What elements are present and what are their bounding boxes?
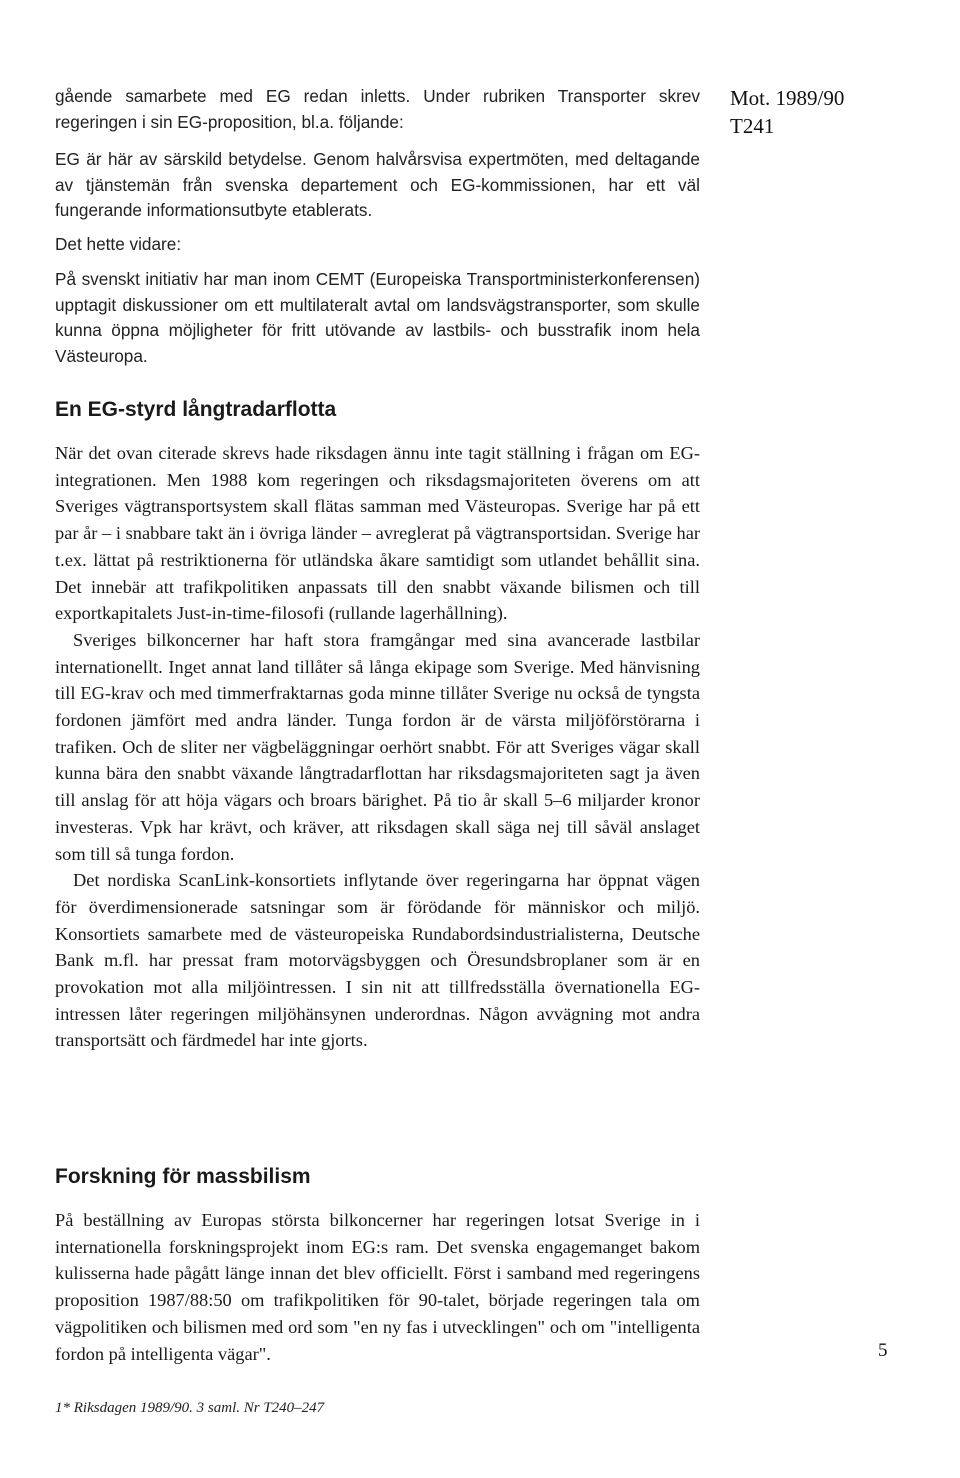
quote-paragraph-2: På svenskt initiativ har man inom CEMT (Europeiska Transportministerkonferensen) upptagit diskussioner om ett multilateralt avtal om landsvägstransporter, som skulle kunna öppna möjligheter för fritt utövande av lastbils- och busstrafik inom hela Västeuropa. xyxy=(55,269,700,366)
intro-paragraph: gående samarbete med EG redan inletts. Under rubriken Transporter skrev regeringen i sin EG-proposition, bl.a. följande: xyxy=(55,86,700,132)
motion-year: Mot. 1989/90 xyxy=(730,86,845,110)
section-heading-research: Forskning för massbilism xyxy=(55,1165,311,1188)
quote-intro-block xyxy=(55,232,700,258)
motion-number: T241 xyxy=(730,114,775,138)
section-1-body xyxy=(55,440,700,1054)
section-1-paragraph-2: Sveriges bilkoncerner har haft stora framgångar med sina avancerade lastbilar internationellt. Inget annat land tillåter så långa ekipage som Sverige. Med hänvisning till EG-krav och med timmerfraktarnas goda minne tillåter Sverige nu också de tyngsta fordonen jämfört med andra länder. Tunga fordon är de värsta miljöförstörarna i trafiken. Och de sliter ner vägbeläggningar oerhört snabbt. För att Sveriges vägar skall kunna bära den snabbt växande långtradarflottan har riksdagsmajoriteten sagt ja även till anslag för att höja vägars och broars bärighet. På tio år skall 5–6 miljarder kronor investeras. Vpk har krävt, och kräver, att riksdagen skall säga nej till såväl anslaget som till så tunga fordon. xyxy=(55,629,700,864)
quote-block-2 xyxy=(55,267,700,369)
section-heading-1-wrap xyxy=(55,396,700,424)
footnote: 1* Riksdagen 1989/90. 3 saml. Nr T240–247 xyxy=(55,1400,325,1416)
section-2-paragraph-1: På beställning av Europas största bilkoncerner har regeringen lotsat Sverige in i internationella forskningsprojekt inom EG:s ram. Det svenska engagemanget bakom kulisserna hade pågått länge innan det blev officiellt. Först i samband med regeringens proposition 1987/88:50 om trafikpolitiken för 90-talet, började regeringen tala om vägpolitiken och bilismen med ord som "en ny fas i utvecklingen" och om "intelligenta fordon på intelligenta vägar". xyxy=(55,1210,700,1364)
quote-paragraph-1: EG är här av särskild betydelse. Genom halvårsvisa expertmöten, med deltagande av tjänstemän från svenska departement och EG-kommissionen, har ett väl fungerande informationsutbyte etablerats. xyxy=(55,149,700,220)
section-1-paragraph-1: När det ovan citerade skrevs hade riksdagen ännu inte tagit ställning i frågan om EG-integrationen. Men 1988 kom regeringen och riksdagsmajoriteten överens om att Sveriges vägtransportsystem skall flätas samman med Västeuropas. Sverige har på ett par år – i snabbare takt än i övriga länder – avreglerat på vägtransportsidan. Sverige har t.ex. lättat på restriktionerna för utländska åkare samtidigt som utlandet behållit sina. Det innebär att trafikpolitiken anpassats till den snabbt växande bilismen och till exportkapitalets Just-in-time-filosofi (rullande lagerhållning). xyxy=(55,443,700,624)
section-heading-longhaul-fleet: En EG-styrd långtradarflotta xyxy=(55,398,337,421)
motion-reference xyxy=(730,84,844,140)
section-2-body xyxy=(55,1207,700,1367)
intro-block xyxy=(55,84,700,135)
section-heading-2-wrap xyxy=(55,1163,700,1191)
quote-block-1 xyxy=(55,147,700,224)
quote-intro-paragraph: Det hette vidare: xyxy=(55,234,182,254)
section-1-paragraph-3: Det nordiska ScanLink-konsortiets inflytande över regeringarna har öppnat vägen för överdimensionerade satsningar som är förödande för människor och miljö. Konsortiets samarbete med de västeuropeiska Rundabordsindustrialisterna, Deutsche Bank m.fl. har pressat fram motorvägsbyggen och Öresundsbroplaner som är en provokation mot alla miljöintressen. I sin nit att tillfredsställa övernationella EG-intressen låter regeringen miljöhänsynen underordnas. Någon avvägning mot andra transportsätt och färdmedel har inte gjorts. xyxy=(55,870,700,1051)
page-number: 5 xyxy=(878,1340,888,1361)
